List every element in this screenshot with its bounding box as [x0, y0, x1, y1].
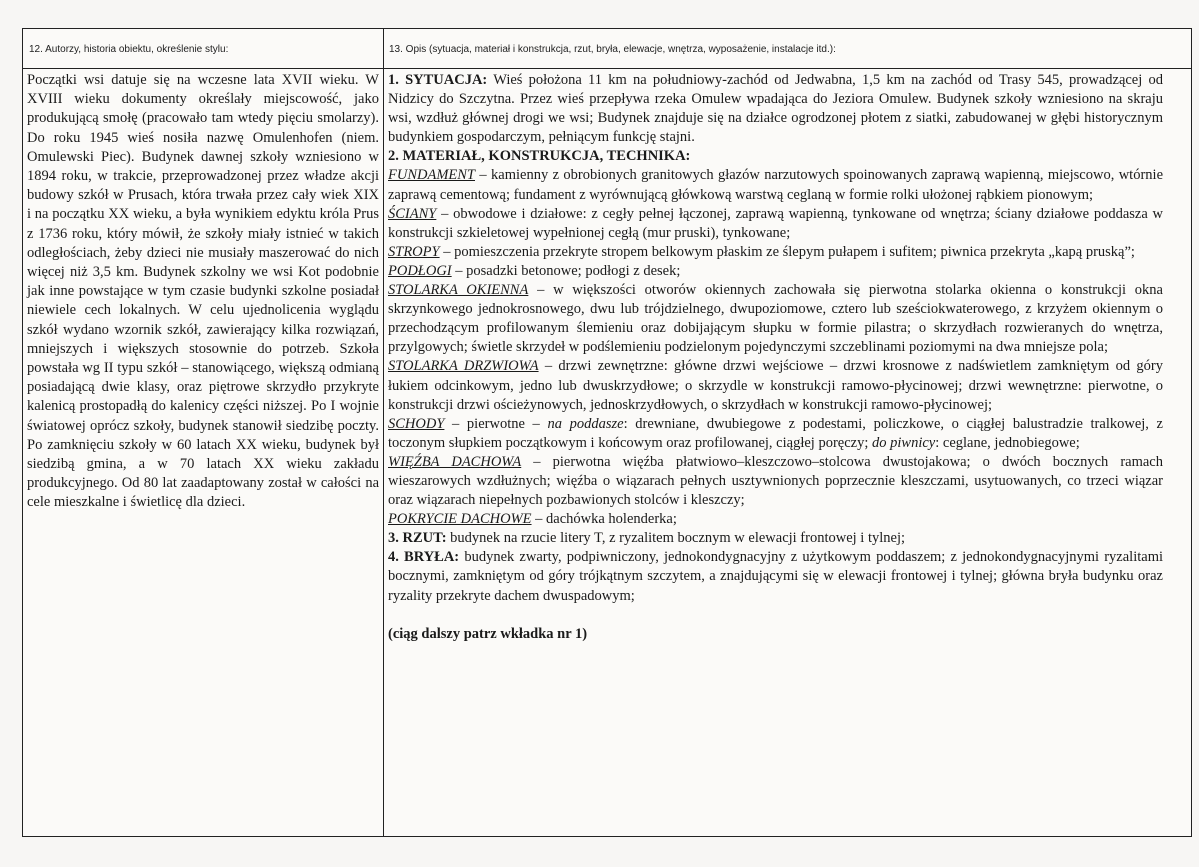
item-sciany: [388, 205, 1163, 243]
form-sheet: [22, 28, 1192, 837]
term-text: – dachówka holenderka;: [531, 511, 677, 528]
section-text: Wieś położona 11 km na południowy-zachód od Jedwabna, 1,5 km na zachód od Trasy 545, prowadzącej od Nidzicy do Szczytna. Przez wieś przepływa rzeka Omulew wpadająca do Jeziora Omulew. Budynek szkoły wzniesiono na skraju wsi, wzdłuż głównej drogi we wsi; Budynek znajduje się na działce ogrodzonej płotem z siatki, zabudowanej w głębi historycznym budynkiem gospodarczym, pełniącym funkcję stajni.: [388, 72, 1163, 146]
item-stolarka-drzwiowa: [388, 357, 1163, 414]
term-label: WIĘŹBA DACHOWA: [388, 453, 522, 470]
term-text: – pomieszczenia przekryte stropem belkowym płaskim ze ślepym pułapem i sufitem; piwnica przekryta „kapą pruską”;: [439, 243, 1135, 260]
header-authors-history: 12. Autorzy, historia obiektu, określenie stylu:: [29, 44, 229, 55]
term-text: – kamienny z obrobionych granitowych głazów narzutowych spoinowanych zaprawą wapienną, miejscowo, wtórnie zaprawą cementową; fundament z wyrównującą główkową warstwą ceglaną w formie rolki ułożonej rąbkiem pionowym;: [388, 167, 1163, 203]
section-title: 1. SYTUACJA:: [388, 72, 488, 88]
section-title: 2. MATERIAŁ, KONSTRUKCJA, TECHNIKA:: [388, 148, 691, 165]
section-situation: [388, 71, 1163, 147]
term-label: PODŁOGI: [388, 262, 452, 279]
section-title: 3. RZUT:: [388, 530, 447, 547]
section-plan: [388, 529, 1163, 548]
term-label: STOLARKA OKIENNA: [388, 282, 529, 299]
history-text: Początki wsi datuje się na wczesne lata XVII wieku. W XVIII wieku dokumenty określały miejscowość, jako produkującą smołę (pracowało tam wtedy pięciu smolarzy). Do roku 1945 wieś nosiła nazwę Omulenhofen (niem. Omulewski Piec). Budynek dawnej szkoły wzniesiono w 1894 roku, w trakcie, przeprowadzonej przez władze akcji budowy szkół w Prusach, która trwała przez cały wiek XIX i na początku XX wieku, a była wynikiem edyktu króla Prus z 1736 roku, który mówił, że szkoły miały istnieć w takich odległościach, żeby dzieci nie musiały maszerować do nich więcej niż 3,5 km. Budynek szkolny we wsi Kot podobnie jak inne powstające w tym czasie budynki szkolne posiadał niewiele cech lokalnych. W celu ujednolicenia wyglądu szkół wydano wzornik szkół, zawierający kilka rozwiązań, mniejszych i większych stosownie do potrzeb. Szkoła powstała wg II typu szkół – stanowiącego, większą odmianą posiadającą dwie klasy, oraz piętrowe skrzydło przykryte kalenicą prostopadłą do kalenicy części niższej. Po I wojnie światowej oprócz szkoły, budynek stanowił siedzibę poczty. Po zamknięciu szkoły w 60 latach XX wieku, budynek był siedzibą gmina, a w 70 latach XX wieku zakładu produkcyjnego. Od 80 lat zaadaptowany został w całości na cele mieszkalne i świetlicę dla dzieci.: [27, 72, 379, 511]
section-material: [388, 147, 1163, 166]
item-podlogi: [388, 262, 1163, 281]
item-fundament: [388, 166, 1163, 204]
term-text: – pierwotna więźba płatwiowo–kleszczowo–stolcowa dwustojakowa; o dwóch bocznych ramach wieszarowych wzdłużnych; więźba o wiązarach pełnych usztywnionych poprzecznie kleszczami, usytuowanych, co trzeci wiązar oraz wiązarach niepełnych pozbawionych stolców i kleszczy;: [388, 453, 1163, 509]
term-emphasis: do piwnicy: [872, 434, 936, 451]
term-label: ŚCIANY: [388, 205, 437, 222]
item-stropy: [388, 243, 1163, 262]
continuation-note: (ciąg dalszy patrz wkładka nr 1): [388, 625, 588, 642]
term-text: – obwodowe i działowe: z cegły pełnej łączonej, zaprawą wapienną, tynkowane od wnętrza; ściany działowe poddasza w konstrukcji szkieletowej wypełnionej cegłą (mur pruski), tynkowane;: [388, 205, 1163, 241]
term-text: – drzwi zewnętrzne: główne drzwi wejściowe – drzwi krosnowe z nadświetlem zamkniętym od góry łukiem odcinkowym, jedno lub dwuskrzydłowe; o skrzydle w konstrukcji ramowo-płycinowej; drzwi wewnętrzne: pierwotne, o konstrukcji drzwi ościeżynowych, jednoskrzydłowych, o skrzydłach w konstrukcji ramowo-płycinowej;: [388, 358, 1163, 413]
column-divider: [383, 29, 384, 836]
term-label: STOLARKA DRZWIOWA: [388, 358, 539, 375]
term-label: FUNDAMENT: [388, 167, 475, 184]
section-title: 4. BRYŁA:: [388, 549, 460, 566]
item-schody: [388, 415, 1163, 453]
term-label: POKRYCIE DACHOWE: [388, 511, 532, 528]
term-emphasis: na poddasze: [547, 415, 624, 432]
section-form: [388, 548, 1163, 605]
section-text: budynek na rzucie litery T, z ryzalitem bocznym w elewacji frontowej i tylnej;: [446, 530, 906, 547]
term-text: : ceglane, jednobiegowe;: [935, 434, 1080, 451]
term-text: – pierwotne –: [444, 415, 548, 432]
item-wiezba: [388, 453, 1163, 510]
term-label: SCHODY: [388, 415, 445, 432]
section-text: budynek zwarty, podpiwniczony, jednokondygnacyjny z użytkowym poddaszem; z jednokondygnacyjnymi ryzalitami bocznymi, zamkniętym od góry trójkątnym szczytem, a znajdującymi się w elewacji frontowej i tylnej; główna bryła budynku oraz ryzality przekryte dachem dwuspadowym;: [388, 549, 1164, 604]
description-text: [388, 71, 1163, 644]
header-description: 13. Opis (sytuacja, materiał i konstrukcja, rzut, bryła, elewacje, wnętrza, wyposażenie, instalacje itd.):: [389, 44, 836, 55]
item-stolarka-okienna: [388, 281, 1163, 357]
term-text: – posadzki betonowe; podłogi z desek;: [451, 262, 681, 279]
term-text: – w większości otworów okiennych zachowała się pierwotna stolarka okienna o konstrukcji okna skrzynkowego jednokrosnowego, dwu lub trójdzielnego, dwupoziomowe, cztero lub sześciokwaterowego, z krzyżem okiennym o przechodzącym profilowanym ślemieniu oraz dobijającym słupku w formie pilastra; o skrzydłach rozwieranych do wnętrza, przylgowych; świetle skrzydeł w podślemieniu podzielonym pojedynczymi szczeblinami poziomymi na dwa mniejsze pola;: [388, 282, 1163, 356]
term-label: STROPY: [388, 243, 440, 260]
header-row: [23, 29, 1191, 69]
item-pokrycie: [388, 510, 1163, 529]
term-text: : drewniane, dwubiegowe z podestami, policzkowe, o ciągłej balustradzie tralkowej, z toczonym słupkiem początkowym i końcowym oraz profilowanej, ciągłej poręczy;: [388, 415, 1163, 451]
